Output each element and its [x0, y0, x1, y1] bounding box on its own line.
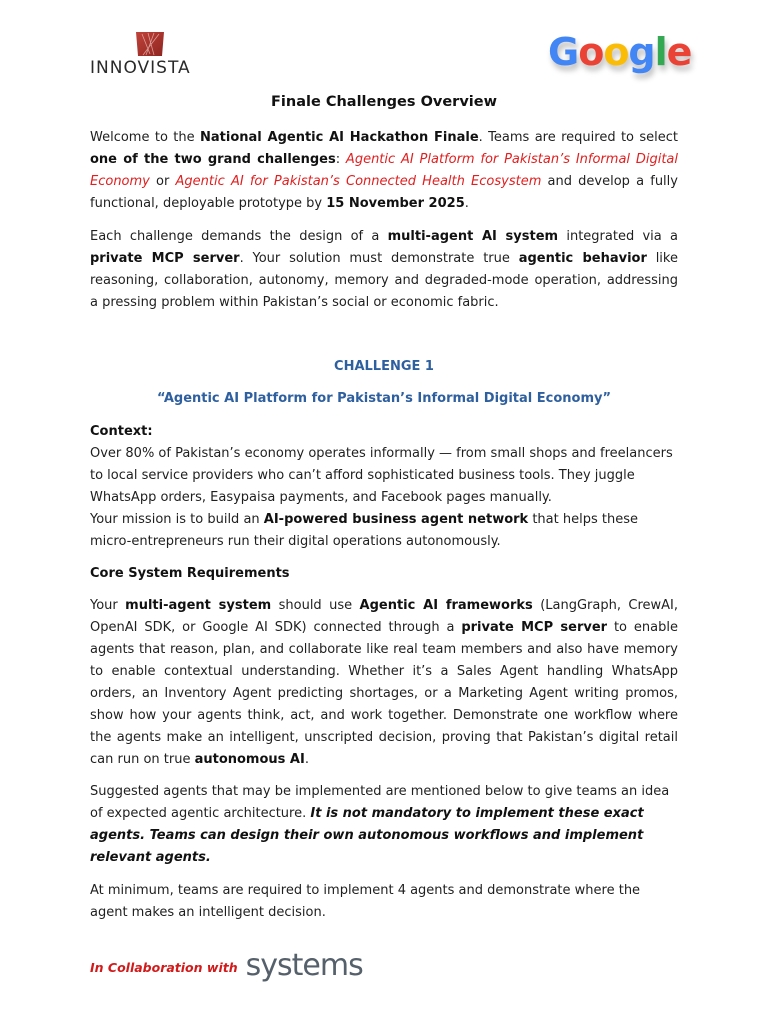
text-run-bold: Agentic AI frameworks	[359, 598, 533, 613]
challenge-1-name: Agentic AI Platform for Pakistan’s Informal Digital Economy	[90, 152, 678, 189]
intro-paragraph-1	[90, 127, 678, 215]
text-run-bold: private MCP server	[461, 620, 608, 635]
context-paragraph: Over 80% of Pakistan’s economy operates informally — from small shops and freelancers to local service providers who can’t afford sophisticated business tools. They juggle WhatsApp orders, Easypaisa payments, and Facebook pages manually.	[90, 446, 673, 505]
google-letter: g	[628, 30, 655, 74]
text-run: :	[335, 152, 346, 167]
google-letter: G	[548, 30, 579, 74]
google-logo	[548, 30, 691, 74]
text-run: to enable agents that reason, plan, and collaborate like real team members and also have memory to enable contextual understanding. Whether it’s a Sales Agent handling WhatsApp orders, an Inventory Agent predicting shortages, or a Marketing Agent writing promos, show how your agents think, act, and work together. Demonstrate one workflow where the agents make an intelligent, unscripted decision, proving that Pakistan’s digital retail can run on true	[90, 620, 678, 767]
intro-paragraph-2	[90, 226, 678, 314]
text-run: and develop a fully functional, deployable prototype by	[90, 174, 678, 211]
text-run-bold: Core System Requirements	[90, 566, 290, 581]
text-run: . Teams are required to select	[478, 130, 679, 145]
text-run-bold: Context:	[90, 424, 153, 439]
text-run-bold-italic: It is not mandatory to implement these exact agents. Teams can design their own autonomous workflows and implement relevant agents.	[90, 806, 644, 865]
context-label	[90, 421, 678, 443]
collaboration-label: In Collaboration with	[90, 960, 238, 975]
core-requirements-heading	[90, 563, 678, 585]
systems-logo: systems	[245, 948, 363, 983]
text-run: .	[464, 196, 469, 211]
text-run-bold: private MCP server	[90, 251, 240, 266]
text-run-bold: AI-powered business agent network	[263, 512, 529, 527]
suggested-agents-paragraph	[90, 781, 678, 869]
text-run-bold: agentic behavior	[518, 251, 647, 266]
text-run: that helps these micro-entrepreneurs run their digital operations autonomously.	[90, 512, 638, 549]
text-run: Each challenge demands the design of a	[90, 229, 388, 244]
text-run: Suggested agents that may be implemented are mentioned below to give teams an idea of expected agentic architecture.	[90, 784, 670, 821]
google-letter: o	[603, 30, 629, 74]
challenge-heading: CHALLENGE 1	[334, 359, 434, 374]
text-run: (LangGraph, CrewAI, OpenAI SDK, or Google AI SDK) connected through a	[90, 598, 679, 635]
text-run-bold: National Agentic AI Hackathon Finale	[200, 130, 479, 145]
text-run: should use	[271, 598, 360, 613]
challenge-subtitle: “Agentic AI Platform for Pakistan’s Informal Digital Economy”	[156, 391, 612, 406]
google-letter: o	[578, 30, 604, 74]
document-body	[90, 127, 678, 924]
google-letter: l	[654, 30, 667, 74]
text-run: Welcome to the	[90, 130, 201, 145]
footer	[90, 950, 363, 985]
challenge-2-name: Agentic AI for Pakistan’s Connected Health Ecosystem	[175, 174, 542, 189]
mission-paragraph	[90, 509, 678, 553]
text-run: like reasoning, collaboration, autonomy, memory and degraded-mode operation, addressing a pressing problem within Pakistan’s social or economic fabric.	[90, 251, 678, 310]
text-run-bold: one of the two grand challenges	[90, 152, 336, 167]
innovista-logo	[88, 30, 218, 80]
minimum-requirement-paragraph: At minimum, teams are required to implement 4 agents and demonstrate where the agent makes an intelligent decision.	[90, 883, 641, 920]
text-run: Your	[90, 598, 126, 613]
deadline-date: 15 November 2025	[326, 196, 465, 211]
innovista-wordmark: INNOVISTA	[90, 58, 191, 78]
text-run-bold: autonomous AI	[194, 752, 305, 767]
text-run: .	[304, 752, 309, 767]
core-requirements-paragraph	[90, 595, 678, 771]
text-run: Your mission is to build an	[90, 512, 264, 527]
text-run: integrated via a	[558, 229, 678, 244]
text-run: . Your solution must demonstrate true	[239, 251, 519, 266]
text-run-bold: multi-agent AI system	[387, 229, 559, 244]
text-run: or	[149, 174, 176, 189]
text-run-bold: multi-agent system	[125, 598, 272, 613]
page-title: Finale Challenges Overview	[271, 94, 497, 110]
google-letter: e	[666, 30, 692, 74]
innovista-emblem-icon	[88, 30, 218, 60]
